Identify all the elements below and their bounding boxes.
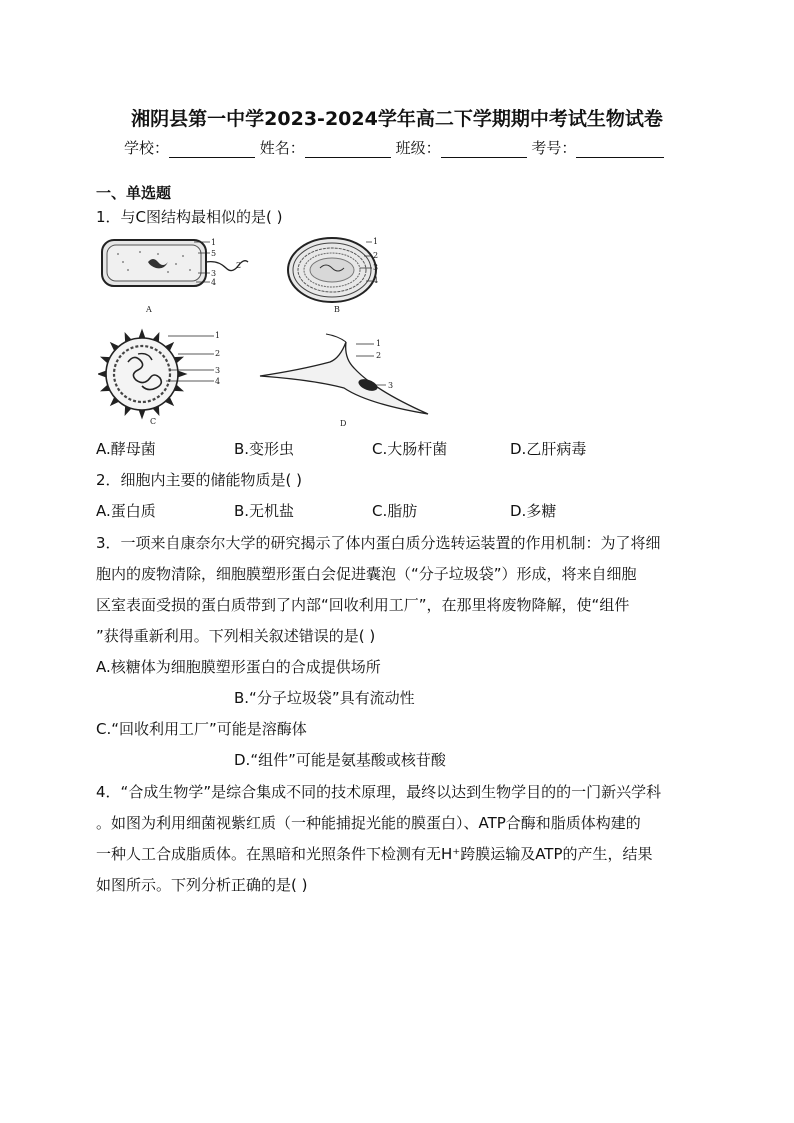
number-blank [576, 141, 664, 158]
school-label: 学校： [124, 139, 170, 157]
fig-a-label-1: 1 [211, 238, 217, 247]
fig-c-label-2: 2 [215, 349, 221, 358]
fig-d-label-1: 1 [376, 339, 382, 348]
q1-option-a: A.酵母菌 [96, 440, 156, 458]
fig-a-caption: A [146, 305, 152, 314]
fig-d-label-3: 3 [388, 381, 394, 390]
q3-stem-line-2: 胞内的废物清除，细胞膜塑形蛋白会促进囊泡（“分子垃圾袋”）形成，将来自细胞 [96, 565, 637, 583]
fig-d-caption: D [340, 419, 347, 428]
q3-stem-line-1: 3．一项来自康奈尔大学的研究揭示了体内蛋白质分选转运装置的作用机制：为了将细 [96, 534, 661, 552]
q2-stem: 2．细胞内主要的储能物质是( ) [96, 471, 303, 489]
name-label: 姓名： [259, 139, 305, 157]
figure-d-cell [256, 332, 436, 430]
fig-a-label-5: 5 [211, 249, 217, 258]
class-label: 班级： [395, 139, 441, 157]
q4-stem-line-2: 。如图为利用细菌视紫红质（一种能捕捉光能的膜蛋白）、ATP合酶和脂质体构建的 [96, 814, 641, 832]
fig-b-label-1: 1 [373, 237, 379, 246]
exam-title: 湘阴县第一中学2023-2024学年高二下学期期中考试生物试卷 [131, 108, 663, 130]
fig-b-label-2: 2 [373, 251, 379, 260]
q3-stem-line-4: ”获得重新利用。下列相关叙述错误的是( ) [96, 627, 376, 645]
q3-option-d: D.“组件”可能是氨基酸或核苷酸 [234, 751, 446, 769]
q1-stem: 1．与C图结构最相似的是( ) [96, 208, 283, 226]
fig-a-label-4: 4 [211, 278, 217, 287]
q1-option-c: C.大肠杆菌 [372, 440, 448, 458]
fig-d-label-2: 2 [376, 351, 382, 360]
fig-a-label-3: 3 [211, 269, 217, 278]
spike [139, 330, 145, 338]
student-info-row [124, 137, 664, 158]
class-blank [441, 141, 527, 158]
spike [178, 371, 186, 377]
school-blank [169, 141, 255, 158]
q4-stem-line-4: 如图所示。下列分析正确的是( ) [96, 876, 308, 894]
fig-c-caption: C [150, 417, 157, 426]
fig-c-label-4: 4 [215, 377, 221, 386]
figure-c-virus [98, 326, 230, 430]
fig-c-label-1: 1 [215, 331, 221, 340]
q1-option-b: B.变形虫 [234, 440, 295, 458]
q2-option-c: C.脂肪 [372, 502, 418, 520]
q3-option-b: B.“分子垃圾袋”具有流动性 [234, 689, 415, 707]
fig-b-label-4: 4 [373, 276, 379, 285]
q2-option-d: D.多糖 [510, 502, 557, 520]
number-label: 考号： [531, 139, 577, 157]
fig-b-label-3: 3 [373, 263, 379, 272]
fig-a-label-2: 2 [236, 261, 242, 270]
spike [98, 371, 106, 377]
spike [139, 410, 145, 418]
q4-stem-line-1: 4．“合成生物学”是综合集成不同的技术原理，最终以达到生物学目的的一门新兴学科 [96, 783, 662, 801]
figure-b-cell [286, 232, 410, 316]
q3-option-c: C.“回收利用工厂”可能是溶酶体 [96, 720, 307, 738]
section-heading: 一、单选题 [96, 184, 172, 202]
figure-a-bacterium [98, 232, 258, 316]
q1-option-d: D.乙肝病毒 [510, 440, 587, 458]
fig-b-caption: B [334, 305, 340, 314]
q3-stem-line-3: 区室表面受损的蛋白质带到了内部“回收利用工厂”，在那里将废物降解，使“组件 [96, 596, 630, 614]
fig-c-label-3: 3 [215, 366, 221, 375]
q4-stem-line-3: 一种人工合成脂质体。在黑暗和光照条件下检测有无H⁺跨膜运输及ATP的产生，结果 [96, 845, 653, 863]
q2-option-a: A.蛋白质 [96, 502, 156, 520]
name-blank [305, 141, 391, 158]
q2-option-b: B.无机盐 [234, 502, 295, 520]
q3-option-a: A.核糖体为细胞膜塑形蛋白的合成提供场所 [96, 658, 381, 676]
